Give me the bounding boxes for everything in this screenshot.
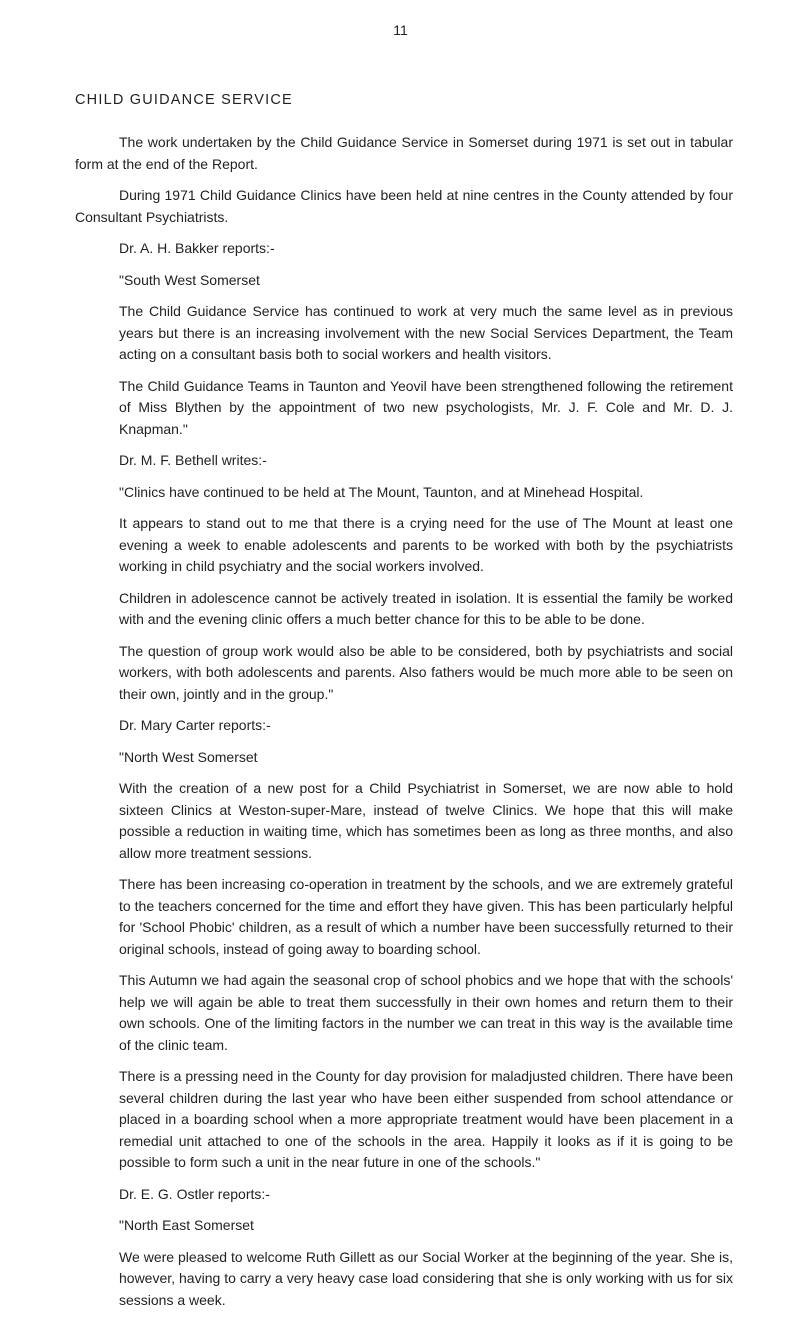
- paragraph-bethell-1: "Clinics have continued to be held at The Mount, Taunton, and at Minehead Hospital.: [119, 483, 644, 500]
- paragraph-ostler-1: We were pleased to welcome Ruth Gillett as our Social Worker at the beginning of the year. She is, however, having to carry a very heavy case load considering that she is only working with us for six sessions a week.: [119, 1248, 733, 1308]
- body-text: [75, 132, 733, 1321]
- paragraph-bethell-4: The question of group work would also be able to be considered, both by psychiatrists and social workers, with both adolescents and parents. Also fathers would be much more able to be seen on their own, jointly and in the group.": [119, 642, 733, 702]
- paragraph-region-north-east: "North East Somerset: [119, 1217, 254, 1233]
- paragraph-bethell-intro: Dr. M. F. Bethell writes:-: [119, 452, 267, 468]
- paragraph-bethell-2: It appears to stand out to me that there is a crying need for the use of The Mount at least one evening a week to enable adolescents and parents to be worked with both by the psychiatrists working in child psychiatry and the social workers involved.: [119, 515, 733, 574]
- paragraph-ostler-intro: Dr. E. G. Ostler reports:-: [119, 1185, 270, 1202]
- paragraph-bakker-1: The Child Guidance Service has continued to work at very much the same level as in previous years but there is an increasing involvement with the new Social Services Department, the Team acting on a consultant basis both to social workers and health visitors.: [119, 303, 733, 362]
- paragraph-bakker-2: The Child Guidance Teams in Taunton and Yeovil have been strengthened following the retirement of Miss Blythen by the appointment of two new psychologists, Mr. J. F. Cole and Mr. D. J. Knapman.": [119, 377, 733, 437]
- paragraph-carter-1: With the creation of a new post for a Child Psychiatrist in Somerset, we are now able to hold sixteen Clinics at Weston-super-Mare, instead of twelve Clinics. We hope that this will make possible a reduction in waiting time, which has sometimes been as long as three months, and also allow more treatment sessions.: [119, 780, 733, 861]
- paragraph-carter-2: There has been increasing co-operation in treatment by the schools, and we are extremely grateful to the teachers concerned for the time and effort they have given. This has been particularly helpful for 'School Phobic' children, as a result of which a number have been successfully returned to their original schools, instead of going away to boarding school.: [119, 876, 733, 957]
- paragraph-bethell-3: Children in adolescence cannot be actively treated in isolation. It is essential the family be worked with and the evening clinic offers a much better chance for this to be able to be done.: [119, 589, 733, 627]
- paragraph-carter-4: There is a pressing need in the County for day provision for maladjusted children. There have been several children during the last year who have been either suspended from school attendance or placed in a boarding school when a more appropriate treatment would have been placement in a remedial unit attached to one of the schools in the area. Happily it looks as if it is going to be possible to form such a unit in the near future in one of the schools.": [119, 1068, 733, 1170]
- paragraph-region-north-west: "North West Somerset: [119, 748, 258, 765]
- paragraph-bakker-intro: Dr. A. H. Bakker reports:-: [119, 240, 275, 256]
- paragraph-carter-intro: Dr. Mary Carter reports:-: [119, 717, 271, 733]
- page-number: 11: [393, 22, 408, 38]
- paragraph-carter-3: This Autumn we had again the seasonal crop of school phobics and we hope that with the schools' help we will again be able to treat them successfully in their own homes and return them to their own schools. One of the limiting factors in the number we can treat in this way is the available time of the clinic team.: [119, 972, 733, 1053]
- paragraph-region-south-west: "South West Somerset: [119, 271, 260, 288]
- paragraph-intro: The work undertaken by the Child Guidance Service in Somerset during 1971 is set out in tabular form at the end of the Report.: [75, 134, 733, 172]
- section-heading: CHILD GUIDANCE SERVICE: [75, 92, 293, 108]
- paragraph-clinics-overview: During 1971 Child Guidance Clinics have been held at nine centres in the County attended by four Consultant Psychiatrists.: [75, 187, 733, 225]
